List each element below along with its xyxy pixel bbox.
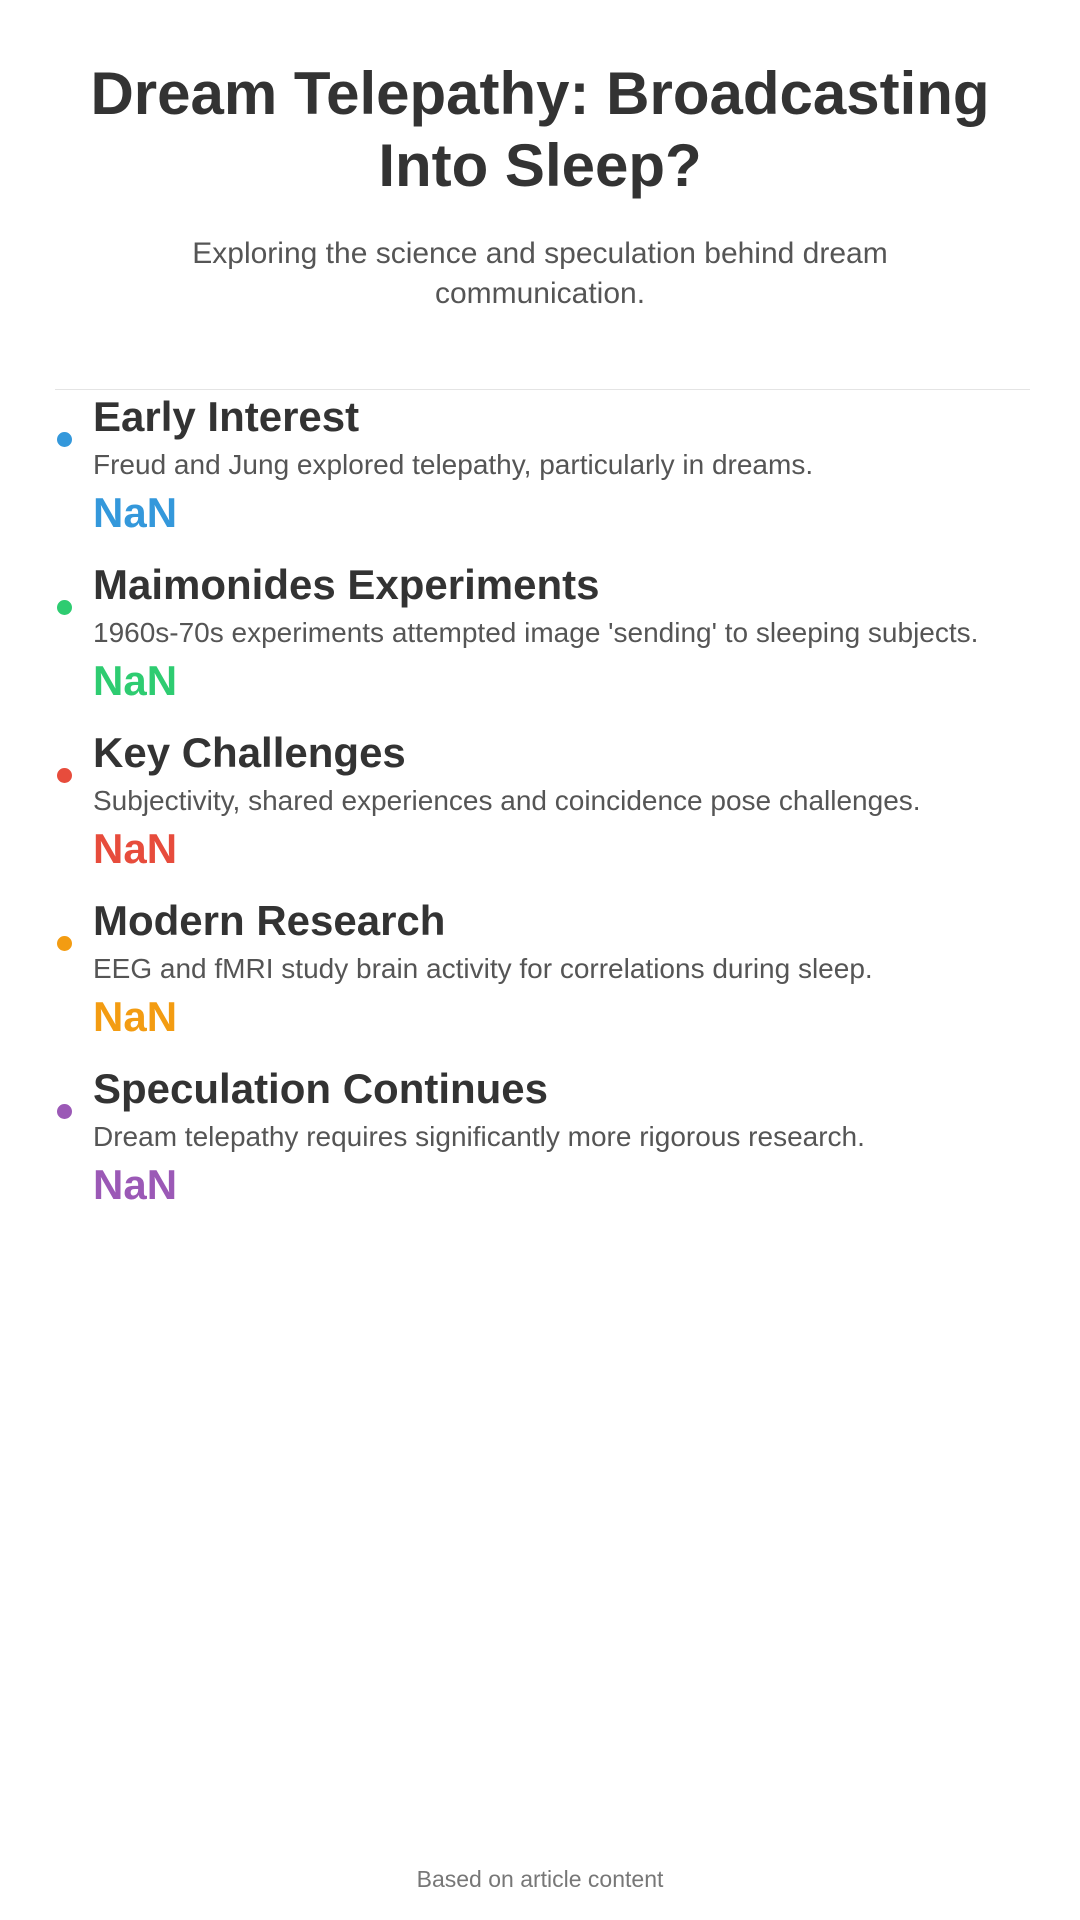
item-description: Dream telepathy requires significantly more rigorous research. [93, 1121, 865, 1152]
item-value: NaN [93, 657, 178, 704]
item-title: Early Interest [93, 393, 360, 440]
item-value: NaN [93, 1161, 178, 1208]
footer-note: Based on article content [416, 1866, 664, 1892]
item-title: Maimonides Experiments [93, 561, 600, 608]
bullet-dot-icon [57, 432, 72, 447]
item-title: Key Challenges [93, 729, 406, 776]
bullet-dot-icon [57, 768, 72, 783]
item-value: NaN [93, 489, 178, 536]
timeline-item-speculation-continues [55, 1064, 1015, 1210]
bullet-dot-icon [57, 936, 72, 951]
bullet-dot-icon [57, 1104, 72, 1119]
item-description: Freud and Jung explored telepathy, particularly in dreams. [93, 449, 814, 480]
header-divider [55, 389, 1030, 390]
timeline-item-early-interest [55, 392, 1015, 538]
item-description: EEG and fMRI study brain activity for correlations during sleep. [93, 953, 873, 984]
item-description: Subjectivity, shared experiences and coincidence pose challenges. [93, 785, 921, 816]
item-title: Modern Research [93, 897, 446, 944]
item-value: NaN [93, 825, 178, 872]
page-title: Dream Telepathy: Broadcasting Into Sleep? [90, 60, 990, 199]
item-description: 1960s-70s experiments attempted image 'sending' to sleeping subjects. [93, 617, 979, 648]
item-title: Speculation Continues [93, 1065, 549, 1112]
timeline-item-maimonides-experiments [55, 560, 1015, 706]
item-value: NaN [93, 993, 178, 1040]
page-subtitle: Exploring the science and speculation behind dream communication. [192, 237, 888, 310]
timeline-list [55, 392, 1015, 1232]
bullet-dot-icon [57, 600, 72, 615]
timeline-item-key-challenges [55, 728, 1015, 874]
timeline-item-modern-research [55, 896, 1015, 1042]
